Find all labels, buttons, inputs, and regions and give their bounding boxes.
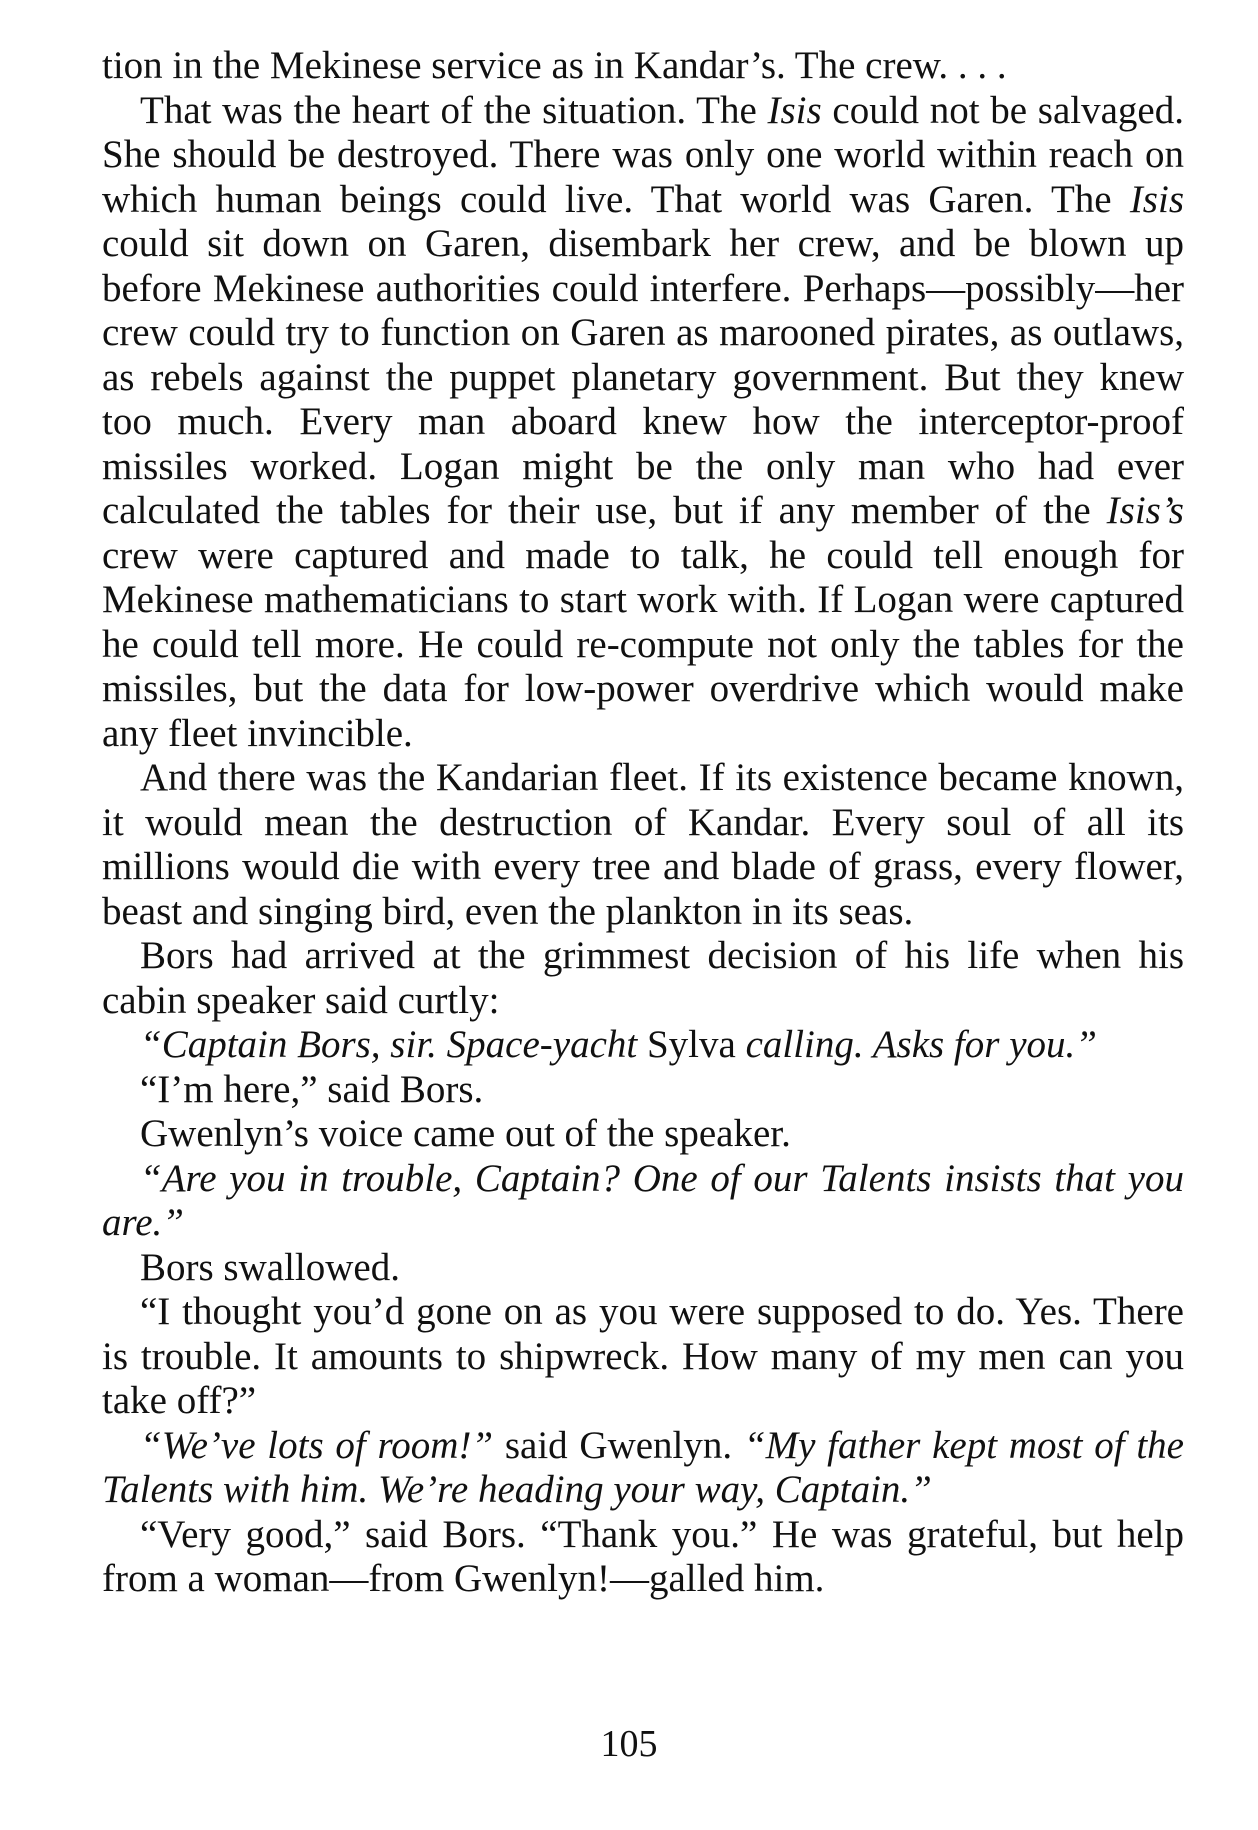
text-run: Bors swallowed. <box>140 1245 400 1289</box>
book-page-text <box>102 44 1184 1602</box>
paragraph <box>102 1112 1184 1157</box>
text-run: could not be salvaged. She should be destroyed. There was only one world within reach on which human beings could live. That world was Garen. The <box>102 88 1184 221</box>
page-number: 105 <box>600 1723 658 1765</box>
italic-text-run: calling. Asks for you.” <box>735 1023 1097 1066</box>
paragraph <box>102 1157 1184 1246</box>
italic-text-run: “My father kept most of the Talents with him. We’re heading your way, Captain.” <box>102 1423 1184 1511</box>
text-run: Sylva <box>646 1023 736 1066</box>
italic-text-run: “Are you in trouble, Captain? One of our Talents insists that you are.” <box>102 1156 1184 1244</box>
paragraph <box>102 89 1184 757</box>
paragraph <box>102 756 1184 934</box>
paragraph <box>102 1290 1184 1424</box>
paragraph <box>102 1424 1184 1513</box>
text-run: could sit down on Garen, disembark her crew, and be blown up before Mekinese authorities could interfere. Perhaps—possibly—her crew could try to function on Garen as marooned pirates, as outlaws, as rebels against the puppet planetary government. But they knew too much. Every man aboard knew how the interceptor-proof missiles worked. Logan might be the only man who had ever calculated the tables for their use, but if any member of the <box>102 222 1184 532</box>
paragraph <box>102 1068 1184 1113</box>
italic-text-run: “Captain Bors, sir. Space-yacht <box>140 1023 647 1066</box>
italic-text-run: Isis <box>767 88 822 132</box>
paragraph <box>102 1023 1184 1068</box>
text-run: tion in the Mekinese service as in Kandar’s. The crew. . . . <box>102 44 1007 87</box>
text-run: Gwenlyn’s voice came out of the speaker. <box>140 1112 791 1155</box>
paragraph <box>102 1246 1184 1291</box>
text-run: “Very good,” said Bors. “Thank you.” He was grateful, but help from a woman—from Gwenlyn!—galled him. <box>102 1512 1184 1600</box>
text-run: That was the heart of the situation. The <box>140 88 768 132</box>
text-run: Bors had arrived at the grimmest decision of his life when his cabin speaker said curtly: <box>102 934 1184 1022</box>
text-run: And there was the Kandarian fleet. If its existence became known, it would mean the destruction of Kandar. Every soul of all its millions would die with every tree and blade of grass, every flower, beast and singing bird, even the plankton in its seas. <box>102 756 1184 933</box>
text-run: “I’m here,” said Bors. <box>140 1067 484 1111</box>
text-run: crew were captured and made to talk, he could tell enough for Mekinese mathematicians to start work with. If Logan were captured he could tell more. He could re-compute not only the tables for the missiles, but the data for low-power overdrive which would make any fleet invincible. <box>102 533 1184 755</box>
italic-text-run: Isis’s <box>1106 489 1184 532</box>
paragraph <box>102 1513 1184 1602</box>
paragraph <box>102 44 1184 89</box>
italic-text-run: “We’ve lots of room!” <box>140 1423 494 1467</box>
paragraph <box>102 934 1184 1023</box>
text-run: said Gwenlyn. <box>493 1423 744 1467</box>
italic-text-run: Isis <box>1129 177 1184 221</box>
text-run: “I thought you’d gone on as you were supposed to do. Yes. There is trouble. It amounts to shipwreck. How many of my men can you take off?” <box>102 1290 1184 1422</box>
